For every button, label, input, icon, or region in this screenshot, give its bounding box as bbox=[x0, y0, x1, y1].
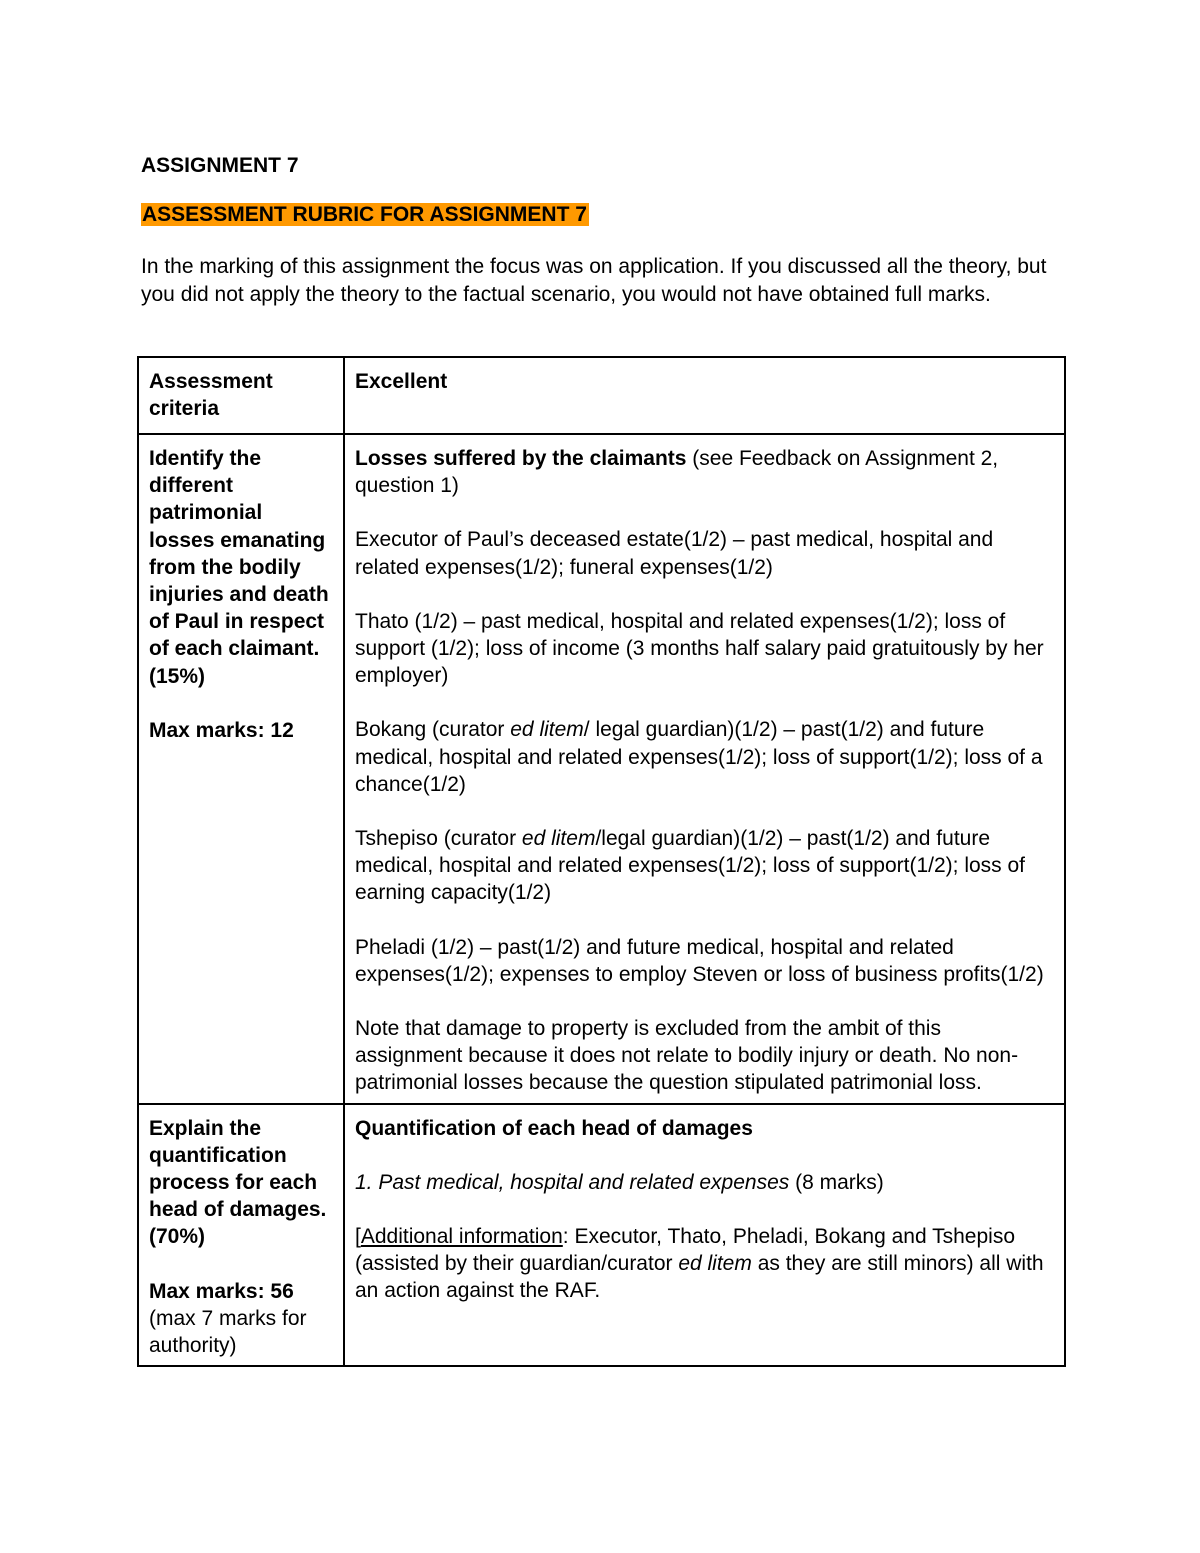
additional-text-italic: ed litem bbox=[678, 1252, 752, 1276]
claimant-executor: Executor of Paul’s deceased estate(1/2) – past medical, hospital and related expenses(1/2); funeral expenses(1/2) bbox=[355, 528, 994, 579]
claimant-tshepiso bbox=[355, 825, 1054, 907]
table-header-row bbox=[138, 357, 1065, 434]
additional-text-c: as they are still minors) all with an action against the RAF. bbox=[355, 1252, 1044, 1303]
claimant-thato: Thato (1/2) – past medical, hospital and related expenses(1/2); loss of support (1/2); loss of income (3 months half salary paid gratuitously by her employer) bbox=[355, 609, 1044, 688]
tshepiso-text-b: /legal guardian)(1/2) – past(1/2) and future medical, hospital and related expenses(1/2); loss of support(1/2); loss of earning capacity(1/2) bbox=[355, 827, 1026, 905]
claimant-pheladi: Pheladi (1/2) – past(1/2) and future medical, hospital and related expenses(1/2); expenses to employ Steven or loss of business profits(1/2) bbox=[355, 935, 1044, 986]
max-marks: Max marks: 12 bbox=[149, 718, 294, 742]
criteria-text: Explain the quantification process for each head of damages. (70%) bbox=[149, 1116, 327, 1249]
intro-paragraph: In the marking of this assignment the focus was on application. If you discussed all the theory, but you did not apply the theory to the factual scenario, you would not have obtained full marks. bbox=[141, 255, 1047, 306]
table-row bbox=[138, 1104, 1065, 1367]
claimant-bokang bbox=[355, 716, 1054, 798]
additional-information bbox=[355, 1223, 1054, 1305]
max-marks-note: (max 7 marks for authority) bbox=[149, 1306, 307, 1358]
tshepiso-text-a: Tshepiso (curator bbox=[355, 827, 522, 851]
additional-bracket: [ bbox=[355, 1225, 361, 1249]
bokang-text-a: Bokang (curator bbox=[355, 718, 511, 742]
criteria-text: Identify the different patrimonial losses emanating from the bodily injuries and death of Paul in respect of each claimant. (15%) bbox=[149, 447, 329, 688]
header-excellent bbox=[344, 357, 1065, 434]
criteria-cell-losses bbox=[138, 434, 344, 1104]
section-heading: Losses suffered by the claimants bbox=[355, 447, 687, 470]
table-row bbox=[138, 434, 1065, 1104]
rubric-table bbox=[137, 356, 1066, 1367]
additional-text-b: : Executor, Thato, Pheladi, Bokang and Tshepiso (assisted by their guardian/curator bbox=[355, 1225, 1015, 1276]
note-paragraph: Note that damage to property is excluded from the ambit of this assignment because it does not relate to bodily injury or death. No non-patrimonial losses because the question stipulated patrimonial loss. bbox=[355, 1017, 1019, 1095]
rubric-heading-highlight: ASSESSMENT RUBRIC FOR ASSIGNMENT 7 bbox=[142, 203, 587, 226]
header-criteria bbox=[138, 357, 344, 434]
section-heading-note: (see Feedback on Assignment 2, question 1) bbox=[355, 447, 999, 498]
section-heading: Quantification of each head of damages bbox=[355, 1116, 753, 1140]
section-heading-paragraph bbox=[355, 445, 1054, 499]
item-1-title: 1. Past medical, hospital and related expenses bbox=[355, 1170, 790, 1194]
excellent-cell-losses bbox=[344, 434, 1065, 1104]
item-1 bbox=[355, 1169, 1054, 1196]
bokang-text-b: / legal guardian)(1/2) – past(1/2) and future medical, hospital and related expenses(1/2); loss of support(1/2); loss of a chance(1/2) bbox=[355, 718, 1043, 796]
header-criteria-label: Assessment criteria bbox=[149, 370, 273, 421]
additional-label: Additional information bbox=[360, 1225, 563, 1249]
max-marks: Max marks: 56 bbox=[149, 1279, 294, 1303]
document-title: ASSIGNMENT 7 bbox=[141, 154, 299, 177]
bokang-text-italic: ed litem bbox=[510, 718, 584, 742]
criteria-cell-quantification bbox=[138, 1104, 344, 1367]
max-marks-paragraph bbox=[149, 1278, 333, 1360]
excellent-cell-quantification bbox=[344, 1104, 1065, 1367]
item-1-marks: (8 marks) bbox=[789, 1170, 884, 1194]
rubric-heading bbox=[141, 202, 589, 228]
header-excellent-label: Excellent bbox=[355, 370, 448, 393]
tshepiso-text-italic: ed litem bbox=[521, 827, 596, 851]
